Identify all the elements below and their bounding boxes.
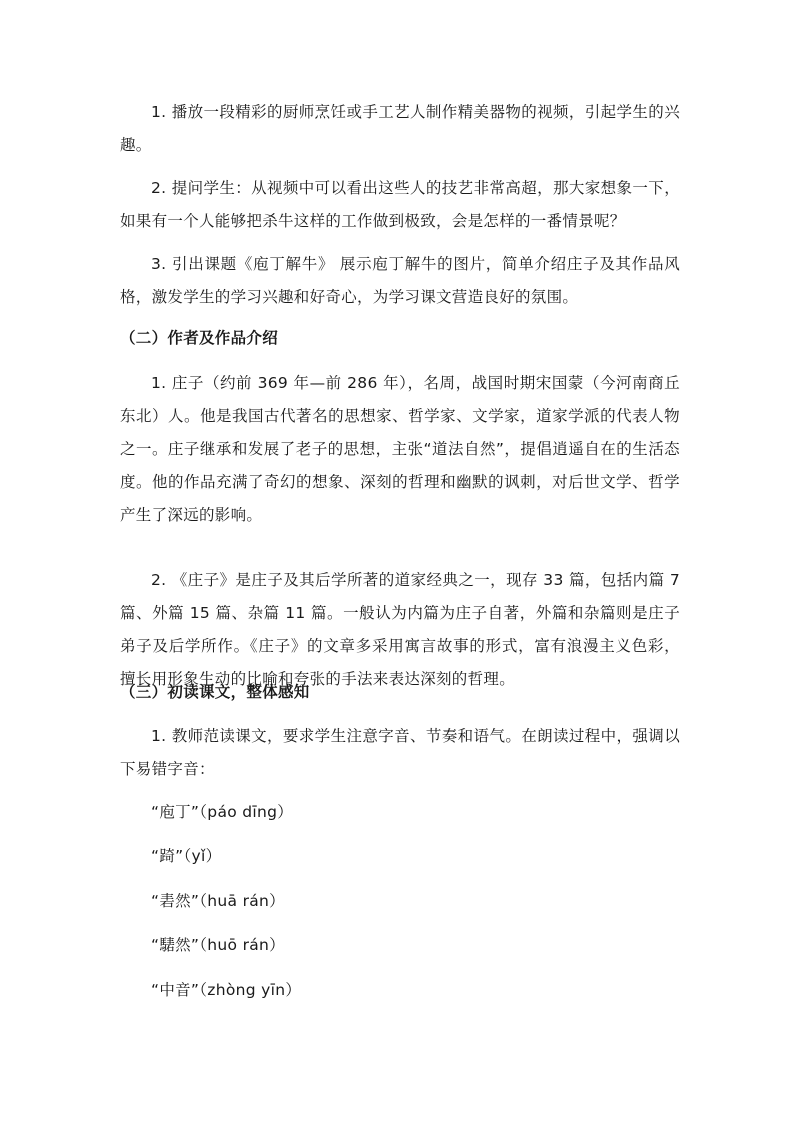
- pronunciation-item: “踦”（yǐ）: [151, 847, 222, 865]
- pronunciation-item: “砉然”（huā rán）: [151, 892, 285, 910]
- section-heading-reading: （三）初读课文，整体感知: [120, 683, 310, 701]
- intro-paragraph-3: 3. 引出课题《庖丁解牛》 展示庖丁解牛的图片，简单介绍庄子及其作品风格，激发学生的学习兴趣和好奇心，为学习课文营造良好的氛围。: [120, 255, 680, 306]
- pronunciation-item: “庖丁”（páo dīng）: [151, 803, 294, 821]
- author-paragraph-1: 1. 庄子（约前 369 年—前 286 年），名周，战国时期宋国蒙（今河南商丘东北）人。他是我国古代著名的思想家、哲学家、文学家，道家学派的代表人物之一。庄子继承和发展了老子的思想，主张“道法自然”，提倡逍遥自在的生活态度。他的作品充满了奇幻的想象、深刻的哲理和幽默的讽刺，对后世文学、哲学产生了深远的影响。: [120, 374, 680, 524]
- intro-paragraph-2: 2. 提问学生：从视频中可以看出这些人的技艺非常高超，那大家想象一下，如果有一个人能够把杀牛这样的工作做到极致，会是怎样的一番情景呢？: [120, 179, 680, 230]
- reading-paragraph-1: 1. 教师范读课文，要求学生注意字音、节奏和语气。在朗读过程中，强调以下易错字音：: [120, 727, 680, 778]
- author-paragraph-2: 2. 《庄子》是庄子及其后学所著的道家经典之一，现存 33 篇，包括内篇 7 篇、外篇 15 篇、杂篇 11 篇。一般认为内篇为庄子自著，外篇和杂篇则是庄子弟子及后学所作。《庄子》的文章多采用寓言故事的形式，富有浪漫主义色彩，擅长用形象生动的比喻和夸张的手法来表达深刻的哲理。: [120, 571, 680, 688]
- intro-paragraph-1: 1. 播放一段精彩的厨师烹饪或手工艺人制作精美器物的视频，引起学生的兴趣。: [120, 103, 680, 154]
- section-heading-author: （二）作者及作品介绍: [120, 329, 279, 347]
- pronunciation-item: “中音”（zhòng yīn）: [151, 981, 302, 999]
- pronunciation-item: “騞然”（huō rán）: [151, 936, 285, 954]
